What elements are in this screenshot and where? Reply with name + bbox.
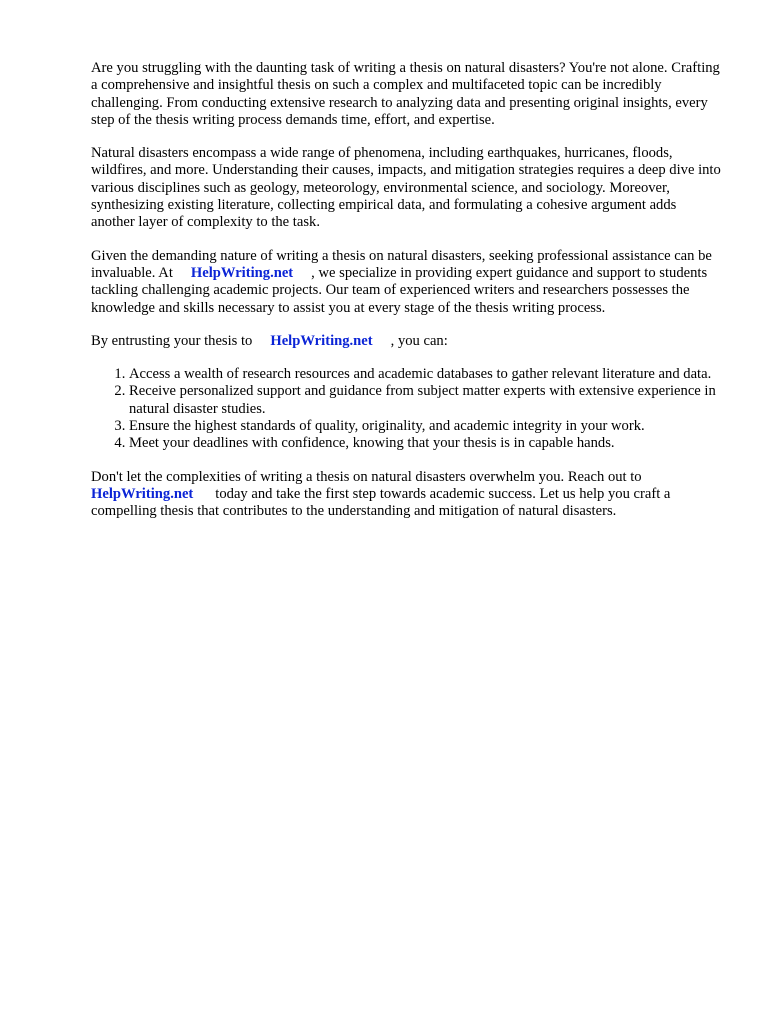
helpwriting-link-3[interactable]: HelpWriting.net	[91, 485, 194, 502]
helpwriting-link-2[interactable]: HelpWriting.net	[270, 332, 373, 349]
helpwriting-link-1[interactable]: HelpWriting.net	[190, 264, 294, 281]
service-text-before: Given the demanding nature of writing a thesis on natural disasters, seeking professional assistance can be invaluable. At	[91, 247, 712, 281]
benefits-list	[91, 366, 723, 452]
topic-paragraph: Natural disasters encompass a wide range of phenomena, including earthquakes, hurricanes, floods, wildfires, and more. Understanding their causes, impacts, and mitigation strategies requires a deep dive into various disciplines such as geology, meteorology, environmental science, and sociology. Moreover, synthesizing existing literature, collecting empirical data, and formulating a cohesive argument adds another layer of complexity to the task.	[91, 145, 721, 231]
service-text-after: , we specialize in providing expert guidance and support to students tackling challenging academic projects. Our team of experienced writers and researchers possesses the knowledge and skills necessary to assist you at every stage of the thesis writing process.	[91, 264, 708, 316]
closing-text-after: today and take the first step towards academic success. Let us help you craft a compelling thesis that contributes to the understanding and mitigation of natural disasters.	[91, 485, 671, 520]
list-item: 1. Access a wealth of research resources and academic databases to gather relevant literature and data.	[129, 366, 723, 383]
benefits-intro-paragraph	[91, 333, 723, 350]
service-paragraph	[91, 248, 723, 317]
list-item: 2. Receive personalized support and guidance from subject matter experts with extensive experience in natural disaster studies.	[129, 383, 723, 418]
closing-paragraph	[91, 469, 723, 521]
document-page	[91, 60, 723, 537]
closing-text-before: Don't let the complexities of writing a thesis on natural disasters overwhelm you. Reach out to	[91, 468, 642, 485]
list-item: 3. Ensure the highest standards of quality, originality, and academic integrity in your work.	[129, 418, 723, 435]
benefits-text-before: By entrusting your thesis to	[91, 332, 253, 349]
intro-paragraph: Are you struggling with the daunting task of writing a thesis on natural disasters? You're not alone. Crafting a comprehensive and insightful thesis on such a complex and multifaceted topic can be incredibly challenging. From conducting extensive research to analyzing data and presenting original insights, every step of the thesis writing process demands time, effort, and expertise.	[91, 60, 720, 128]
list-item: 4. Meet your deadlines with confidence, knowing that your thesis is in capable hands.	[129, 435, 723, 452]
benefits-text-after: , you can:	[390, 332, 448, 349]
